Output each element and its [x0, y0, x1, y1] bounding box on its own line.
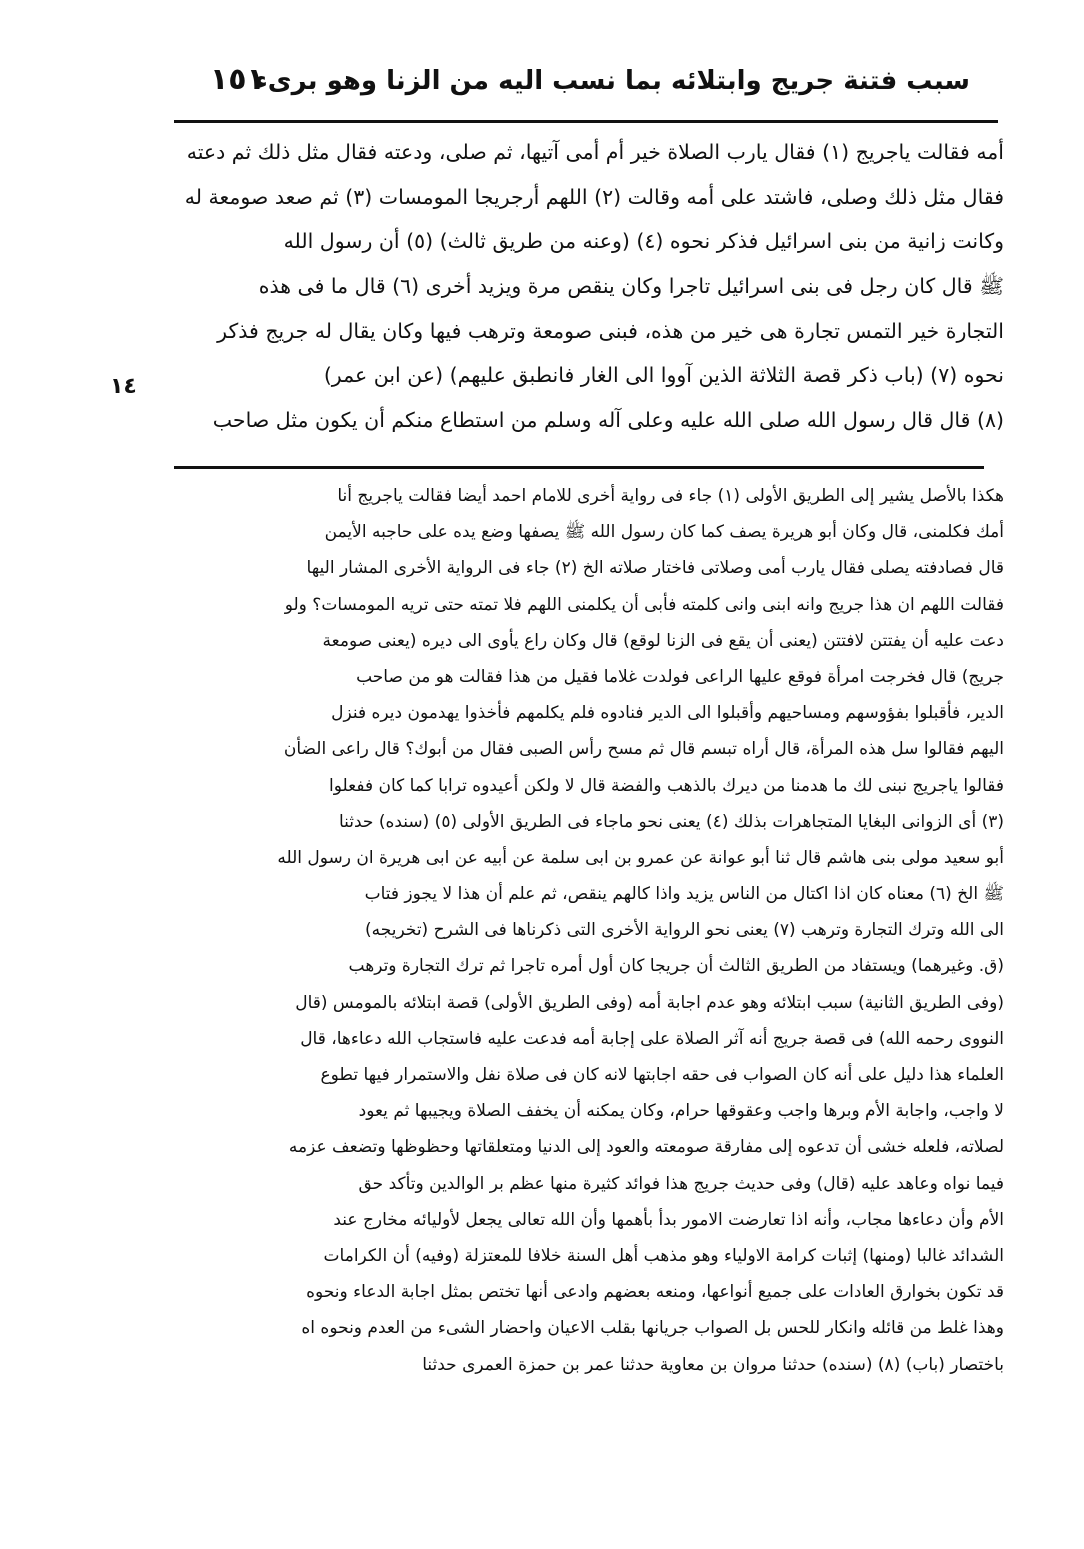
footnote-line: أمك فكلمنى، قال وكان أبو هريرة يصف كما كان رسول الله ﷺ يصفها وضع يده على حاجبه الأيمن: [324, 522, 1004, 543]
footnote-line: الأم وأن دعاءها مجاب، وأنه اذا تعارضت الامور بدأ بأهمها وأن الله تعالى يجعل لأوليائه مخارج عند: [333, 1209, 1004, 1230]
margin-number: ١٤: [110, 374, 137, 399]
footnote-line: فقالت اللهم ان هذا جريج وانه ابنى وانى كلمته فأبى أن يكلمنى اللهم فلا تمته حتى تريه المومسات؟ ولو: [284, 594, 1004, 615]
footnote-line: لصلاته، فلعله خشى أن تدعوه إلى مفارقة صومعته والعود إلى الدنيا ومتعلقاتها وحظوظها وتضعف عزمه: [288, 1137, 1004, 1158]
text-line: وكانت زانية من بنى اسرائيل فذكر نحوه (٤) (وعنه من طريق ثالث) (٥) أن رسول الله: [283, 229, 1004, 254]
footnote-separator: [174, 466, 984, 469]
text-line: نحوه (٧) (باب ذكر قصة الثلاثة الذين آووا الى الغار فانطبق عليهم) (عن ابن عمر): [323, 363, 1004, 388]
page-number: ١٥١: [210, 62, 265, 97]
text-line: التجارة خير التمس تجارة هى خير من هذه، فبنى صومعة وترهب فيها وكان يقال له جريج فذكر: [217, 318, 1004, 343]
footnote-line: قال فصادفته يصلى فقال يارب أمى وصلاتى فاختار صلاته الخ (٢) جاء فى الرواية الأخرى المشار اليها: [306, 558, 1004, 579]
page-header: [170, 62, 970, 110]
footnote-line: وهذا غلط من قائله وانكار للحس بل الصواب جريانها بقلب الاعيان واحضار الشىء من العدم ونحوه اه: [301, 1318, 1004, 1339]
footnote-line: الدير، فأقبلوا بفؤوسهم ومساحيهم وأقبلوا الى الدير فنادوه فلم يكلمهم فأخذوا يهدمون ديره فنزل: [331, 703, 1004, 724]
footnote-line: لا واجب، واجابة الأم وبرها واجب وعقوقها حرام، وكان يمكنه أن يخفف الصلاة ويجيبها ثم يعود: [358, 1101, 1004, 1122]
footnote-line: (ق. وغيرهما) ويستفاد من الطريق الثالث أن جريجا كان أول أمره تاجرا ثم ترك التجارة وترهب: [348, 956, 1004, 977]
footnote-line: اليهم فقالوا سل هذه المرأة، قال أراه تبسم قال ثم مسح رأس الصبى فقال من أبوك؟ قال راعى الضأن: [283, 739, 1004, 760]
footnote-line: الى الله وترك التجارة وترهب (٧) يعنى نحو الرواية الأخرى التى ذكرناها فى الشرح (تخريجه): [365, 920, 1004, 941]
footnotes: [174, 478, 1004, 1383]
footnote-line: هكذا بالأصل يشير إلى الطريق الأولى (١) جاء فى رواية أخرى للامام احمد أيضا فقالت ياجريج أنا: [337, 486, 1004, 506]
text-line: (٨) قال قال رسول الله صلى الله عليه وعلى آله وسلم من استطاع منكم أن يكون مثل صاحب: [212, 408, 1004, 433]
text-line: ﷺ قال كان رجل فى بنى اسرائيل تاجرا وكان ينقص مرة ويزيد أخرى (٦) قال ما فى هذه: [258, 274, 1004, 299]
footnote-line: جريج) قال فخرجت امرأة فوقع عليها الراعى فولدت غلاما فقيل من هذا فقالت هو من صاحب: [356, 666, 1004, 687]
footnote-line: (٣) أى الزوانى البغايا المتجاهرات بذلك (٤) يعنى نحو ماجاء فى الطريق الأولى (٥) (سنده) حدثنا: [338, 811, 1004, 832]
header-rule: [174, 120, 998, 123]
footnote-line: فقالوا ياجريج نبنى لك ما هدمنا من ديرك بالذهب والفضة قال لا ولكن أعيدوه ترابا كما كان ففعلوا: [329, 775, 1004, 796]
footnote-line: العلماء هذا دليل على أنه كان الصواب فى حقه اجابتها لانه كان فى صلاة نفل والاستمرار فيها تطوع: [320, 1065, 1004, 1085]
footnote-line: الشدائد غالبا (ومنها) إثبات كرامة الاولياء وهو مذهب أهل السنة خلافا للمعتزلة (وفيه) أن الكرامات: [323, 1245, 1004, 1266]
footnote-line: باختصار (باب) (٨) (سنده) حدثنا مروان بن معاوية حدثنا عمر بن حمزة العمرى حدثنا: [422, 1354, 1004, 1375]
footnote-line: ﷺ الخ (٦) معناه كان اذا اكتال من الناس يزيد واذا كالهم ينقص، ثم علم أن هذا لا يجوز فتاب: [364, 884, 1004, 905]
footnote-line: أبو سعيد مولى بنى هاشم قال ثنا أبو عوانة عن عمرو بن ابى سلمة عن أبيه عن ابى هريرة ان رسول الله: [277, 847, 1004, 868]
footnote-line: (وفى الطريق الثانية) سبب ابتلائه وهو عدم اجابة أمه (وفى الطريق الأولى) قصة ابتلائه بالمومس (قال: [295, 992, 1004, 1013]
footnote-line: فيما نواه وعاهد عليه (قال) وفى حديث جريج هذا فوائد كثيرة منها عظم بر الوالدين وتأكد حق: [358, 1173, 1004, 1194]
footnote-line: قد تكون بخوارق العادات على جميع أنواعها، ومنعه بعضهم وادعى أنها تختص بمثل اجابة الدعاء ونحوه: [306, 1282, 1004, 1303]
running-title: سبب فتنة جريج وابتلائه بما نسب اليه من الزنا وهو برىء: [254, 66, 970, 96]
footnote-line: النووى رحمه الله) فى قصة جريج أنه آثر الصلاة على إجابة أمه فدعت عليه فاستجاب الله دعاءها، قال: [300, 1028, 1004, 1049]
main-text: [174, 130, 1004, 443]
footnote-line: دعت عليه أن يفتتن لافتتن (يعنى أن يقع فى الزنا لوقع) قال وكان راع يأوى الى ديره (يعنى صومعة: [322, 630, 1004, 651]
text-line: فقال مثل ذلك وصلى، فاشتد على أمه وقالت (٢) اللهم أرجريجا المومسات (٣) ثم صعد صومعة له: [184, 184, 1004, 209]
text-line: أمه فقالت ياجريج (١) فقال يارب الصلاة خير أم أمى آتيها، ثم صلى، ودعته فقال مثل ذلك ثم دعته: [186, 140, 1004, 164]
